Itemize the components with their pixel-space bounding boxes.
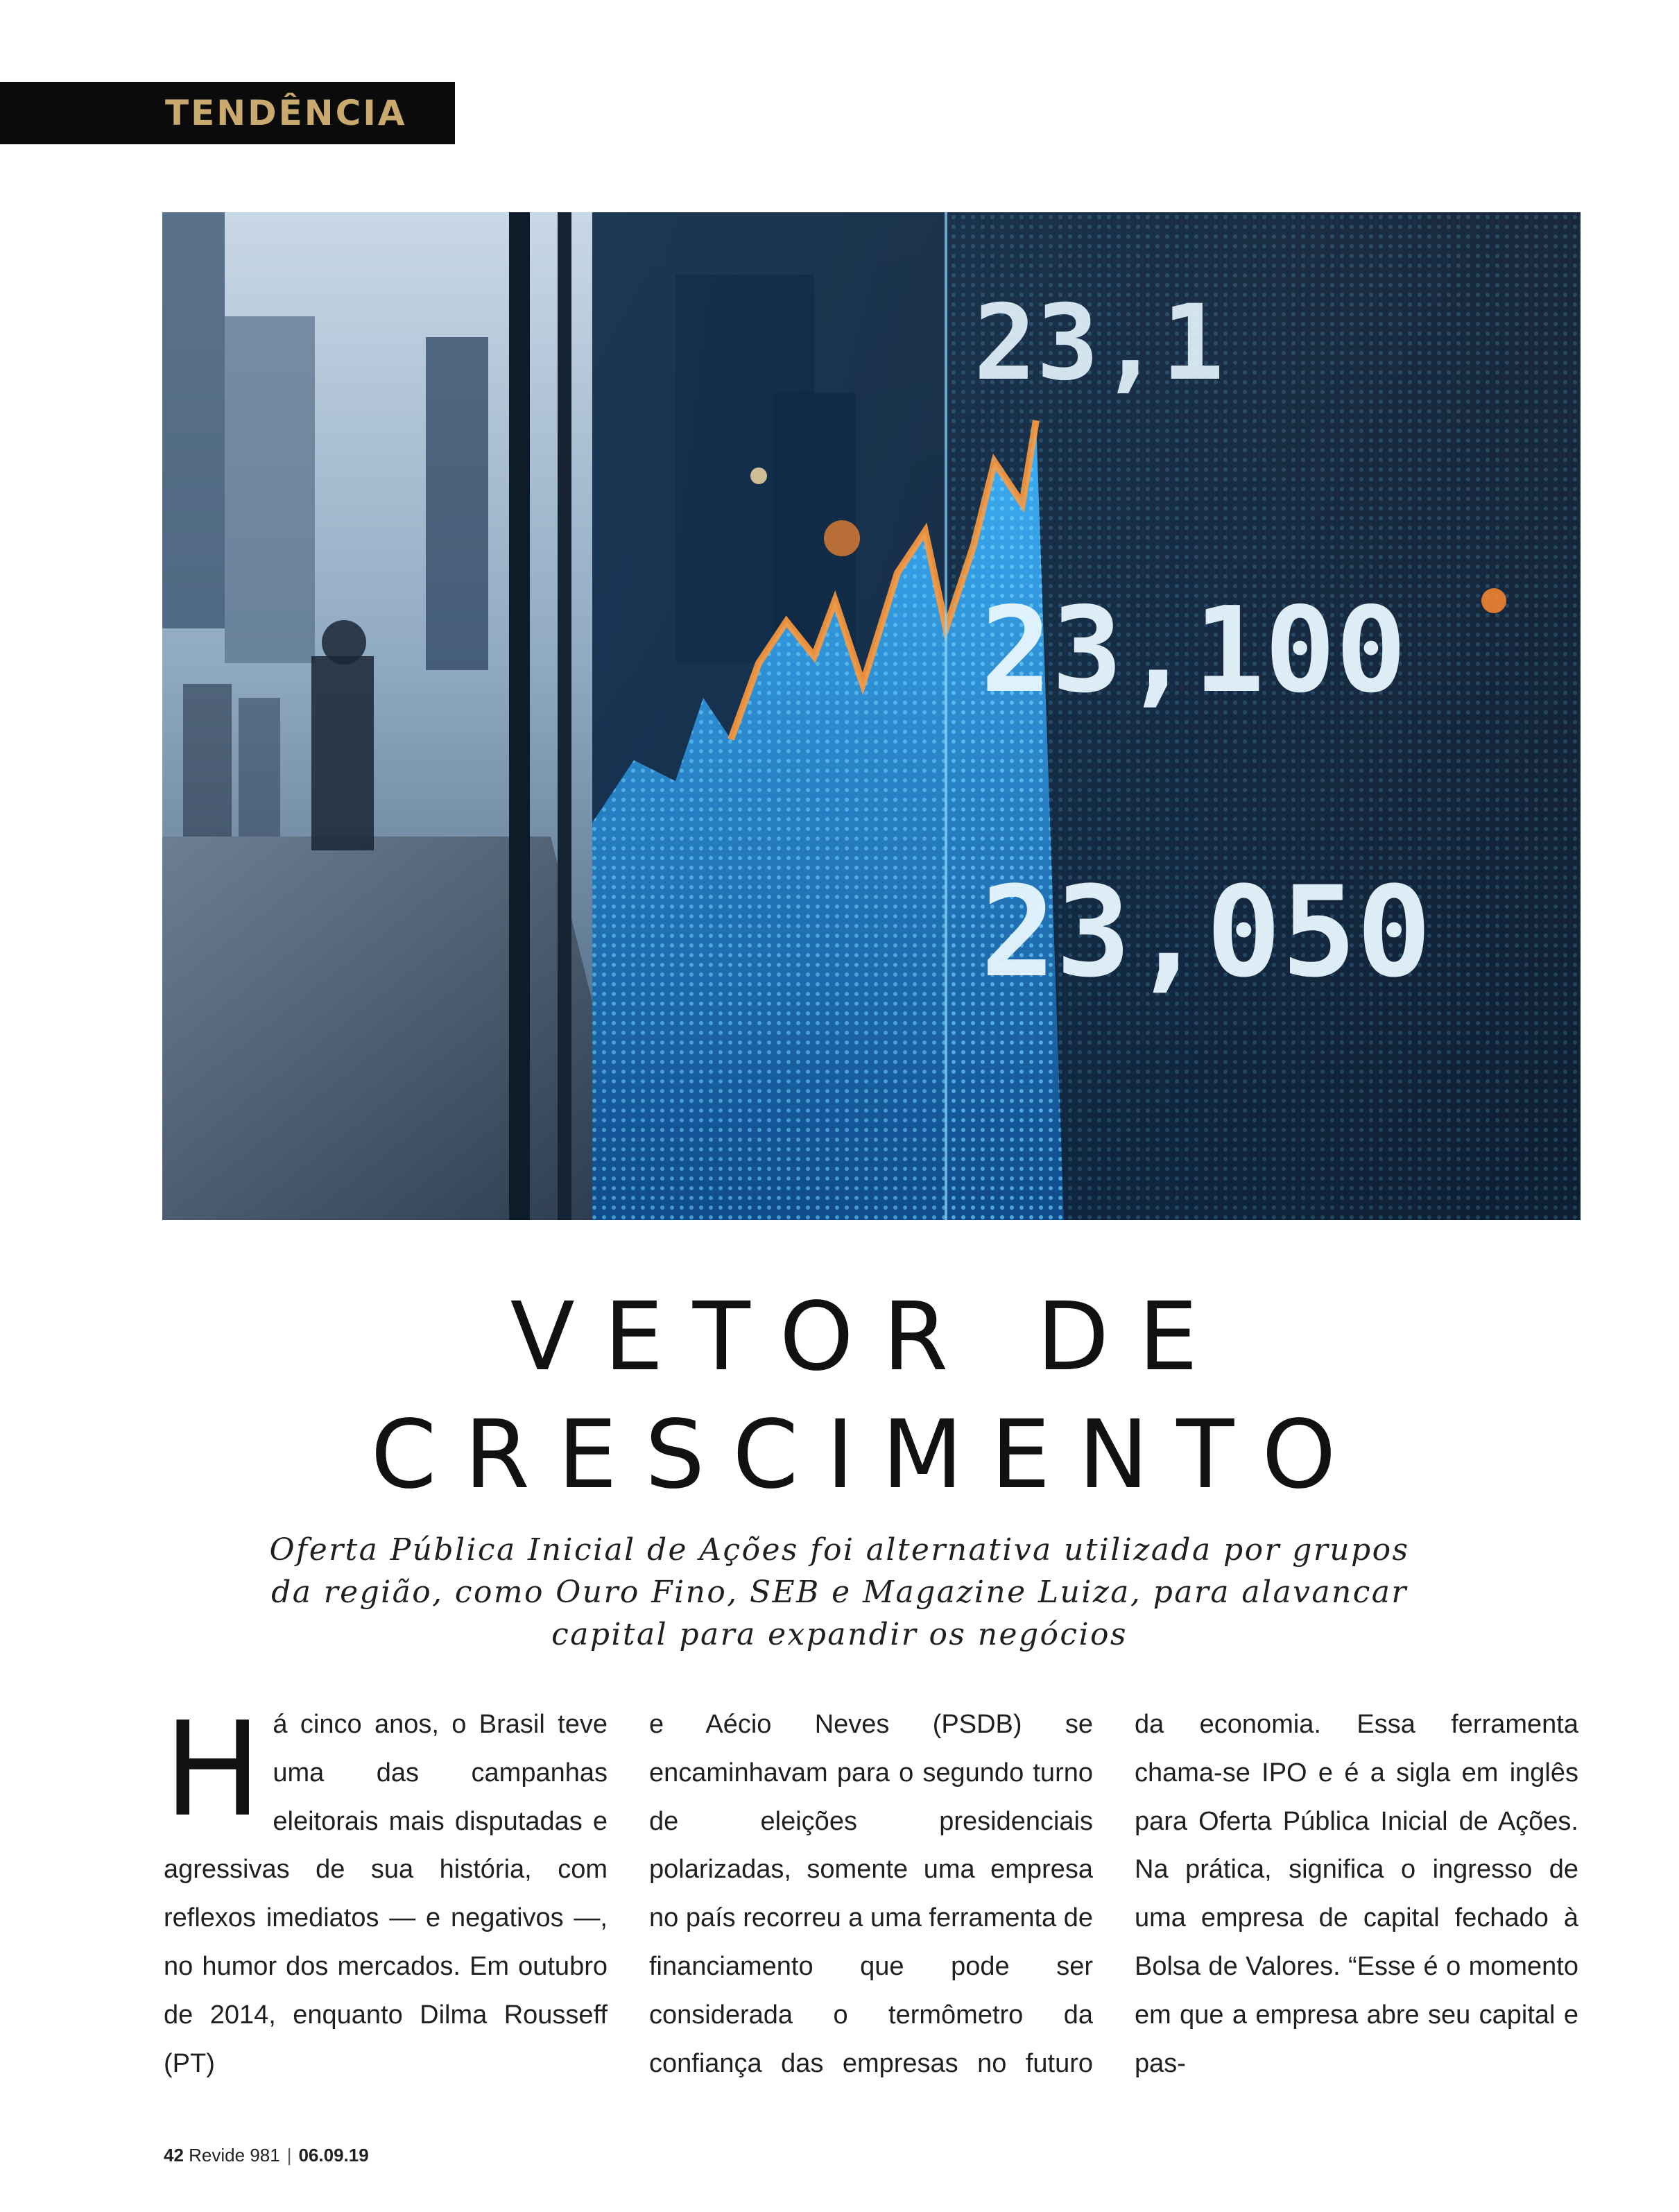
- publication-name: Revide 981: [189, 2145, 280, 2166]
- issue-date: 06.09.19: [298, 2145, 369, 2166]
- headline-line-1: VETOR DE: [510, 1283, 1228, 1392]
- ticker-value-bottom: 23,050: [981, 860, 1432, 1005]
- article-column-2: e Aécio Neves (PSDB) se encaminhavam para o segundo turno de eleições presidenciais polarizadas, somente uma empresa no país recorreu a uma ferramenta de financiamento que pode ser considerada o termômetro da confiança das empresas no futuro: [649, 1710, 1094, 2078]
- page-footer: [164, 2145, 369, 2166]
- hero-image-stock-ticker: [162, 212, 1581, 1220]
- footer-separator: |: [286, 2145, 292, 2166]
- article-column-3: da economia. Essa ferramenta chama-se IPO e é a sigla em inglês para Oferta Pública Inicial de Ações. Na prática, significa o ingresso de uma empresa de capital fechado à Bolsa de Valores. “Esse é o momento em que a empresa abre seu capital e pas-: [1135, 1710, 1578, 2078]
- ticker-value-top: 23,1: [974, 283, 1225, 404]
- page-number: 42: [164, 2145, 184, 2166]
- headline-line-2: CRESCIMENTO: [370, 1400, 1364, 1510]
- stock-ticker-illustration: [162, 212, 1581, 1220]
- article-column-1: [164, 1694, 608, 2088]
- drop-cap: H: [164, 1694, 262, 1846]
- section-tag-bar: [0, 82, 455, 144]
- ticker-value-middle: 23,100: [981, 582, 1407, 719]
- subtitle: Oferta Pública Inicial de Ações foi alternativa utilizada por grupos da região, como Ouro Fino, SEB e Magazine Luiza, para alavancar capital para expandir os negócios: [269, 1532, 1410, 1652]
- section-tag: TENDÊNCIA: [165, 93, 407, 133]
- column-1-text: á cinco anos, o Brasil teve uma das campanhas eleitorais mais disputadas e agressivas de sua história, com reflexos imediatos — e negativos —, no humor dos mercados. Em outubro de 2014, enquanto Dilma Rousseff (PT): [164, 1710, 608, 2078]
